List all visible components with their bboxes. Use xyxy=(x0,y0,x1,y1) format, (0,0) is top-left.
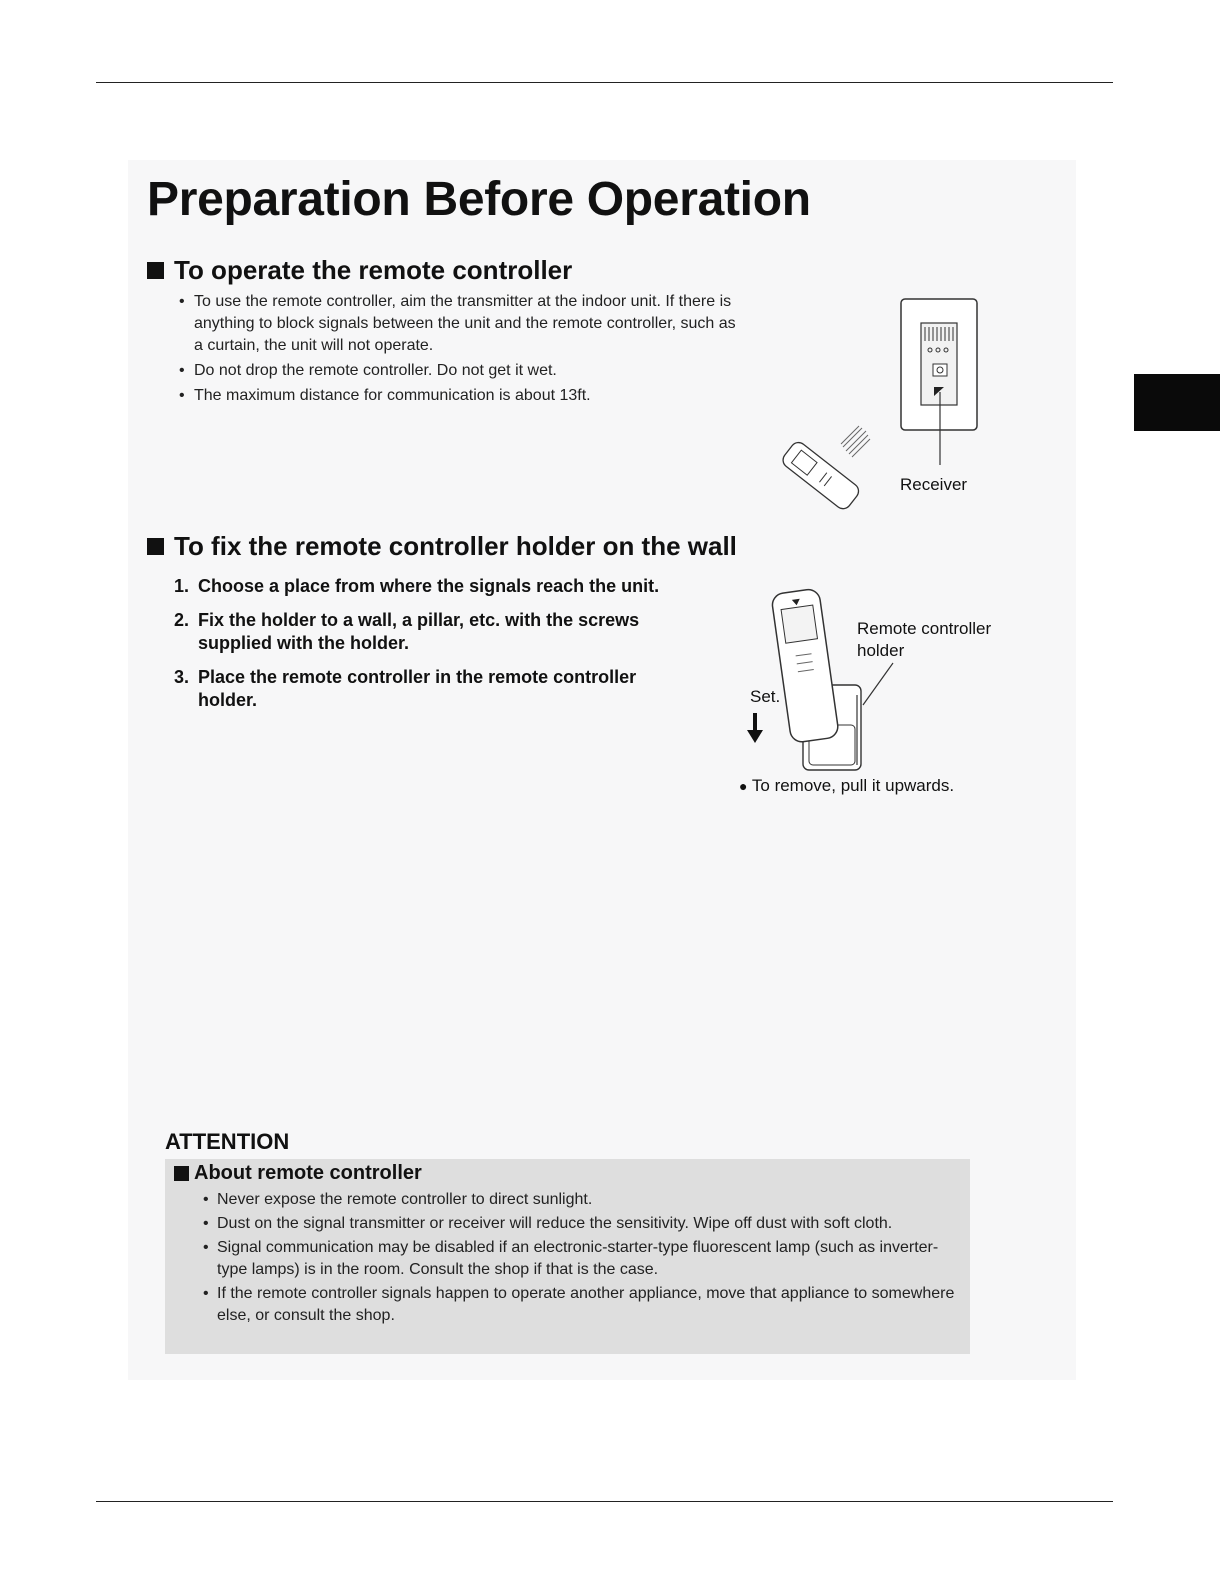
footer-rule xyxy=(96,1501,1113,1502)
page-title: Preparation Before Operation xyxy=(147,173,811,226)
step-number: 2. xyxy=(174,610,190,630)
step-text: Place the remote controller in the remote controller holder. xyxy=(198,667,637,710)
step-text: Choose a place from where the signals reach the unit. xyxy=(198,576,660,596)
holder-label: Remote controller holder xyxy=(857,619,992,660)
holder-step-list xyxy=(174,575,714,723)
list-item: • Do not drop the remote controller. Do not get it wet. xyxy=(177,360,747,382)
list-item xyxy=(174,609,714,655)
step-number: 3. xyxy=(174,667,190,687)
dot-bullet-icon: ● xyxy=(739,778,748,794)
list-item: • Signal communication may be disabled if an electronic-starter-type fluorescent lamp (such as inverter-type lamps) is in the room. Consult the shop if that is the case. xyxy=(201,1237,961,1281)
section-heading-holder xyxy=(147,531,737,562)
section-heading-operate xyxy=(147,255,572,286)
attention-heading-text: About remote controller xyxy=(194,1162,422,1184)
list-item: • To use the remote controller, aim the transmitter at the indoor unit. If there is anything to block signals between the unit and the remote controller, such as a curtain, the unit will not operate. xyxy=(177,291,747,357)
attention-heading xyxy=(174,1162,422,1185)
square-bullet-icon xyxy=(147,538,164,555)
list-item: • Never expose the remote controller to direct sunlight. xyxy=(201,1189,961,1211)
attention-title: ATTENTION xyxy=(165,1129,290,1154)
set-label: Set. xyxy=(750,687,781,706)
remove-note xyxy=(739,775,954,797)
remove-note-text: To remove, pull it upwards. xyxy=(751,776,955,795)
header-rule xyxy=(96,82,1113,83)
list-item: • The maximum distance for communication is about 13ft. xyxy=(177,385,747,407)
chapter-tab-marker xyxy=(1134,374,1220,431)
section-heading-operate-text: To operate the remote controller xyxy=(174,255,573,285)
holder-illustration xyxy=(745,585,875,775)
step-number: 1. xyxy=(174,576,190,596)
list-item xyxy=(174,575,714,598)
list-item: • If the remote controller signals happen to operate another appliance, move that appliance to somewhere else, or consult the shop. xyxy=(201,1283,961,1327)
list-item xyxy=(174,666,714,712)
attention-bullet-list xyxy=(201,1189,961,1329)
section-heading-holder-text: To fix the remote controller holder on the wall xyxy=(174,531,737,561)
square-bullet-icon xyxy=(147,262,164,279)
square-bullet-icon xyxy=(174,1166,189,1181)
operate-bullet-list xyxy=(177,291,747,410)
receiver-label: Receiver xyxy=(900,475,968,494)
step-text: Fix the holder to a wall, a pillar, etc. with the screws supplied with the holder. xyxy=(198,610,640,653)
list-item: • Dust on the signal transmitter or receiver will reduce the sensitivity. Wipe off dust with soft cloth. xyxy=(201,1213,961,1235)
